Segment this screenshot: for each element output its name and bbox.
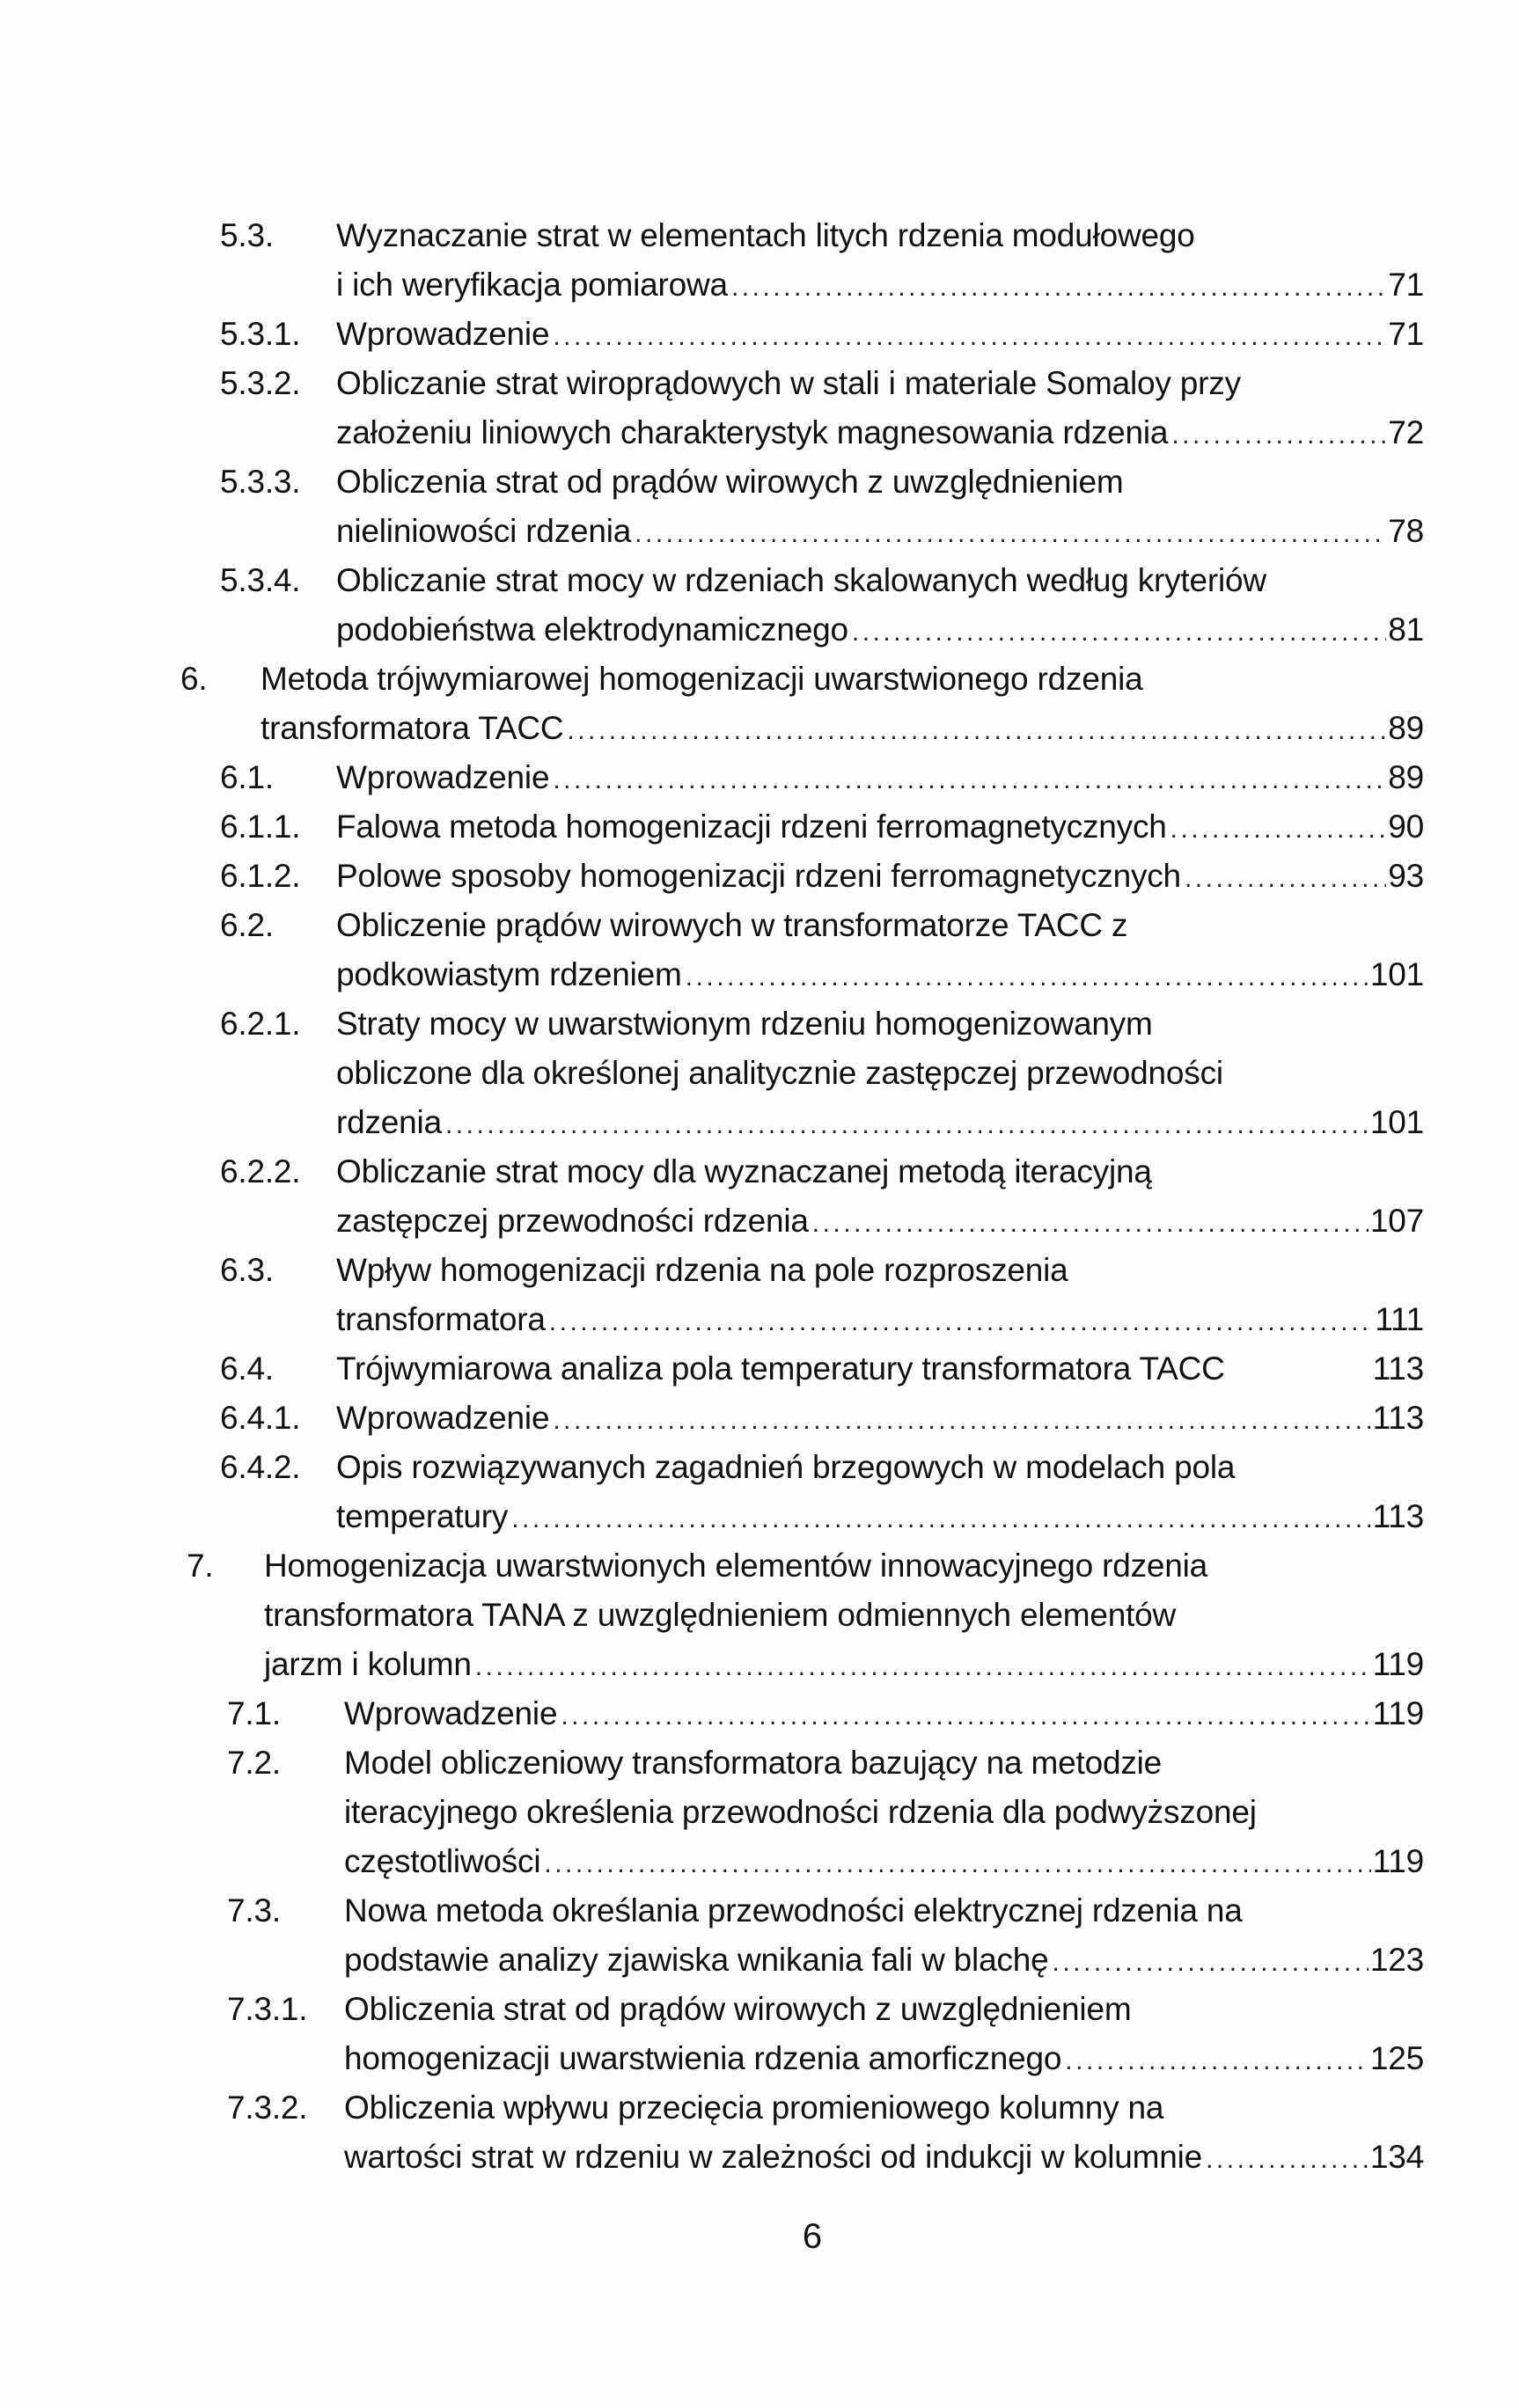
toc-entry-number: 6. (180, 661, 208, 697)
toc-entry-line (0, 211, 1519, 260)
toc-entry-text (336, 1443, 1424, 1492)
toc-entry-title: Model obliczeniowy transformatora bazujący na metodzie (344, 1745, 1163, 1781)
toc-entry-page[interactable]: 71 (1388, 316, 1424, 352)
toc-entry-line (0, 408, 1519, 457)
toc-entry (0, 211, 1519, 310)
toc-entry-text (336, 556, 1424, 605)
toc-entry-number: 6.4.1. (220, 1400, 301, 1436)
dot-leader (567, 706, 1386, 756)
table-of-contents (0, 211, 1519, 2182)
toc-entry-line (0, 507, 1519, 556)
toc-entry-line (0, 1689, 1519, 1738)
toc-entry-title: założeniu liniowych charakterystyk magnesowania rdzenia (336, 414, 1169, 450)
toc-entry-page[interactable]: 101 (1369, 1104, 1424, 1140)
toc-entry-page[interactable]: 93 (1388, 858, 1424, 894)
dot-leader (561, 1692, 1370, 1741)
toc-entry-text (336, 1147, 1424, 1197)
toc-entry (0, 1443, 1519, 1541)
toc-entry-line (0, 1197, 1519, 1246)
toc-entry-title: wartości strat w rdzeniu w zależności od indukcji w kolumnie (344, 2139, 1203, 2175)
toc-entry-text (344, 1689, 1424, 1741)
toc-entry-title: podstawie analizy zjawiska wnikania fali w blachę (344, 1942, 1049, 1978)
toc-entry-page[interactable]: 134 (1369, 2139, 1424, 2175)
toc-entry-line (0, 1147, 1519, 1197)
toc-entry-title: nieliniowości rdzenia (336, 513, 632, 549)
toc-entry-title: Falowa metoda homogenizacji rdzeni ferromagnetycznych (336, 809, 1167, 845)
toc-entry-number: 5.3.3. (220, 464, 301, 500)
toc-entry-number: 6.2. (220, 907, 274, 943)
toc-entry-line (0, 901, 1519, 950)
toc-entry-number: 7.3.1. (227, 1991, 308, 2027)
toc-entry-text (336, 260, 1424, 312)
toc-entry-text (344, 1985, 1424, 2034)
dot-leader (475, 1643, 1371, 1692)
toc-entry-line (0, 1541, 1519, 1591)
toc-entry-text (336, 1492, 1424, 1544)
toc-entry (0, 999, 1519, 1147)
toc-entry-title: Wyznaczanie strat w elementach litych rdzenia modułowego (336, 217, 1195, 253)
toc-entry-line (0, 1492, 1519, 1541)
dot-leader (553, 1396, 1370, 1446)
toc-entry (0, 901, 1519, 999)
toc-entry-title: zastępczej przewodności rdzenia (336, 1203, 809, 1239)
toc-entry-number: 6.2.1. (220, 1006, 301, 1042)
toc-entry-line (0, 2133, 1519, 2182)
toc-entry-line (0, 704, 1519, 753)
toc-entry-title: Trójwymiarowa analiza pola temperatury transformatora TACC (336, 1350, 1225, 1387)
toc-entry-line (0, 1837, 1519, 1886)
toc-entry-text (344, 2083, 1424, 2133)
toc-entry-page[interactable]: 89 (1388, 710, 1424, 746)
toc-entry-page[interactable]: 119 (1372, 1843, 1424, 1879)
toc-entry-line (0, 1443, 1519, 1492)
toc-entry-text (336, 310, 1424, 362)
toc-entry-text (336, 1098, 1424, 1150)
toc-entry-title: Wprowadzenie (344, 1695, 558, 1731)
toc-entry (0, 1689, 1519, 1738)
toc-entry (0, 655, 1519, 753)
toc-entry-text (336, 507, 1424, 559)
toc-entry-number: 6.1.2. (220, 858, 301, 894)
toc-entry (0, 2083, 1519, 2182)
toc-entry-title: Nowa metoda określania przewodności elektrycznej rdzenia na (344, 1892, 1243, 1929)
toc-entry (0, 359, 1519, 457)
toc-entry-line (0, 802, 1519, 852)
toc-entry-title: Polowe sposoby homogenizacji rdzeni ferromagnetycznych (336, 858, 1181, 894)
toc-entry-text (336, 1197, 1424, 1248)
toc-entry-title: Opis rozwiązywanych zagadnień brzegowych w modelach pola (336, 1449, 1236, 1485)
toc-entry-text (344, 2133, 1424, 2185)
toc-entry (0, 1147, 1519, 1246)
toc-entry-text (336, 1246, 1424, 1295)
toc-entry (0, 1344, 1519, 1394)
toc-entry-text (264, 1640, 1424, 1692)
toc-entry-text (336, 753, 1424, 805)
toc-entry-title: Obliczanie strat mocy dla wyznaczanej metodą iteracyjną (336, 1153, 1152, 1189)
toc-entry-line (0, 1295, 1519, 1344)
toc-entry-line (0, 260, 1519, 310)
toc-entry-title: podobieństwa elektrodynamicznego (336, 611, 848, 648)
dot-leader (1171, 411, 1386, 460)
dot-leader (511, 1495, 1370, 1544)
toc-entry-number: 7.3.2. (227, 2090, 308, 2126)
toc-entry-text (344, 1738, 1424, 1788)
toc-entry-line (0, 1591, 1519, 1640)
dot-leader (549, 1298, 1374, 1347)
toc-entry-text (336, 457, 1424, 507)
toc-entry-title: jarzm i kolumn (264, 1646, 472, 1682)
toc-entry-title: transformatora TANA z uwzględnieniem odmiennych elementów (264, 1597, 1177, 1633)
dot-leader (553, 312, 1386, 362)
toc-entry-page[interactable]: 113 (1372, 1350, 1424, 1387)
toc-entry-line (0, 556, 1519, 605)
toc-entry-number: 6.1.1. (220, 809, 301, 845)
toc-entry-line (0, 655, 1519, 704)
toc-entry-page[interactable]: 81 (1388, 611, 1424, 648)
toc-entry-number: 5.3.2. (220, 365, 301, 401)
toc-entry (0, 753, 1519, 802)
toc-entry-line (0, 999, 1519, 1049)
toc-entry-line (0, 1738, 1519, 1788)
toc-entry-text (264, 1541, 1424, 1591)
toc-entry-title: Obliczenia strat od prądów wirowych z uwzględnieniem (344, 1991, 1132, 2027)
dot-leader (553, 756, 1386, 805)
toc-entry-line (0, 852, 1519, 901)
toc-entry-text (264, 1591, 1424, 1640)
toc-entry-number: 6.4.2. (220, 1449, 301, 1485)
toc-entry-line (0, 1640, 1519, 1689)
toc-entry-title: obliczone dla określonej analitycznie zastępczej przewodności (336, 1055, 1223, 1091)
toc-entry (0, 1886, 1519, 1985)
toc-entry-text (344, 1886, 1424, 1936)
toc-entry-page[interactable]: 78 (1388, 513, 1424, 549)
toc-entry-text (336, 802, 1424, 854)
toc-entry-page[interactable]: 113 (1372, 1498, 1424, 1534)
toc-entry-title: Obliczenia strat od prądów wirowych z uwzględnieniem (336, 464, 1124, 500)
toc-entry-number: 7. (187, 1548, 214, 1584)
dot-leader (731, 263, 1386, 312)
toc-entry-title: transformatora (336, 1301, 546, 1337)
toc-entry-text (336, 605, 1424, 657)
toc-entry (0, 310, 1519, 359)
toc-entry-page[interactable]: 101 (1369, 956, 1424, 992)
toc-entry-number: 6.2.2. (220, 1153, 301, 1189)
toc-entry-title: i ich weryfikacja pomiarowa (336, 267, 728, 303)
toc-entry-line (0, 1394, 1519, 1443)
toc-entry-number: 5.3.1. (220, 316, 301, 352)
toc-entry-line (0, 753, 1519, 802)
toc-entry (0, 457, 1519, 556)
toc-entry-text (336, 211, 1424, 260)
toc-entry-title: homogenizacji uwarstwienia rdzenia amorficznego (344, 2040, 1062, 2076)
toc-entry-text (344, 1837, 1424, 1889)
toc-entry-title: Wpływ homogenizacji rdzenia na pole rozproszenia (336, 1252, 1068, 1288)
toc-entry-text (336, 408, 1424, 460)
toc-entry-text (336, 901, 1424, 950)
dot-leader (1065, 2037, 1369, 2086)
toc-entry-text (336, 359, 1424, 408)
toc-entry-line (0, 605, 1519, 655)
toc-entry-line (0, 1246, 1519, 1295)
toc-entry-text (336, 1344, 1424, 1394)
toc-entry (0, 1541, 1519, 1689)
toc-entry-number: 5.3. (220, 217, 274, 253)
toc-entry-title: Obliczenia wpływu przecięcia promieniowego kolumny na (344, 2090, 1164, 2126)
toc-entry (0, 556, 1519, 655)
toc-entry (0, 1246, 1519, 1344)
toc-entry-title: Wprowadzenie (336, 759, 550, 795)
toc-entry-title: temperatury (336, 1498, 509, 1534)
toc-entry-text (336, 999, 1424, 1049)
toc-entry-text (344, 2034, 1424, 2086)
toc-entry-page[interactable]: 107 (1369, 1203, 1424, 1239)
toc-entry-page[interactable]: 111 (1375, 1301, 1424, 1337)
toc-entry-text (336, 1049, 1424, 1098)
toc-entry-page[interactable]: 90 (1388, 809, 1424, 845)
toc-entry-number: 5.3.4. (220, 562, 301, 598)
toc-entry (0, 1738, 1519, 1886)
toc-entry-page[interactable]: 123 (1369, 1942, 1424, 1978)
toc-entry-title: Straty mocy w uwarstwionym rdzeniu homogenizowanym (336, 1006, 1153, 1042)
toc-entry-number: 7.1. (227, 1695, 281, 1731)
page-number: 6 (802, 2217, 823, 2256)
toc-entry-line (0, 359, 1519, 408)
toc-entry-number: 7.2. (227, 1745, 281, 1781)
toc-entry-title: Obliczanie strat wiroprądowych w stali i materiale Somaloy przy (336, 365, 1241, 401)
toc-entry-title: częstotliwości (344, 1843, 541, 1879)
toc-entry-line (0, 1344, 1519, 1394)
toc-entry-title: Metoda trójwymiarowej homogenizacji uwarstwionego rdzenia (261, 661, 1143, 697)
toc-entry-title: transformatora TACC (261, 710, 564, 746)
toc-entry-title: podkowiastym rdzeniem (336, 956, 682, 992)
toc-entry-page[interactable]: 113 (1372, 1400, 1424, 1436)
dot-leader (1053, 1938, 1369, 1987)
toc-entry-text (336, 1394, 1424, 1446)
dot-leader (1206, 2135, 1369, 2185)
toc-entry-line (0, 1985, 1519, 2034)
toc-entry-title: iteracyjnego określenia przewodności rdzenia dla podwyższonej (344, 1794, 1257, 1830)
toc-entry-line (0, 1886, 1519, 1936)
toc-entry-page[interactable]: 119 (1372, 1695, 1424, 1731)
toc-entry (0, 1394, 1519, 1443)
toc-entry-line (0, 457, 1519, 507)
toc-entry-text (336, 852, 1424, 904)
toc-entry (0, 802, 1519, 852)
toc-entry-number: 7.3. (227, 1892, 281, 1929)
toc-entry (0, 852, 1519, 901)
toc-entry-text (261, 704, 1424, 756)
toc-entry-line (0, 1049, 1519, 1098)
toc-entry-text (336, 950, 1424, 1002)
toc-entry-text (336, 1295, 1424, 1347)
toc-entry-title: Wprowadzenie (336, 1400, 550, 1436)
dot-leader (1170, 805, 1387, 854)
toc-entry-number: 6.4. (220, 1350, 274, 1387)
toc-entry-line (0, 2034, 1519, 2083)
dot-leader (812, 1199, 1369, 1248)
toc-entry-page[interactable]: 72 (1388, 414, 1424, 450)
toc-entry-number: 6.1. (220, 759, 274, 795)
toc-entry-line (0, 950, 1519, 999)
dot-leader (445, 1101, 1369, 1150)
dot-leader (544, 1840, 1370, 1889)
toc-entry-line (0, 2083, 1519, 2133)
toc-entry-number: 6.3. (220, 1252, 274, 1288)
toc-entry-page[interactable]: 71 (1388, 267, 1424, 303)
toc-entry-text (344, 1788, 1424, 1837)
dot-leader (852, 608, 1386, 657)
dot-leader (1185, 854, 1386, 904)
toc-entry-title: Obliczanie strat mocy w rdzeniach skalowanych według kryteriów (336, 562, 1266, 598)
toc-entry-line (0, 310, 1519, 359)
toc-entry-title: Obliczenie prądów wirowych w transformatorze TACC z (336, 907, 1128, 943)
toc-entry-title: rdzenia (336, 1104, 442, 1140)
toc-entry-title: Wprowadzenie (336, 316, 550, 352)
toc-entry-line (0, 1788, 1519, 1837)
toc-entry-page[interactable]: 125 (1369, 2040, 1424, 2076)
toc-entry-page[interactable]: 89 (1388, 759, 1424, 795)
toc-entry-text (344, 1936, 1424, 1987)
dot-leader (686, 953, 1369, 1002)
toc-entry-line (0, 1936, 1519, 1985)
toc-entry-page[interactable]: 119 (1372, 1646, 1424, 1682)
dot-leader (635, 509, 1386, 559)
toc-entry-text (261, 655, 1424, 704)
toc-entry-line (0, 1098, 1519, 1147)
toc-entry (0, 1985, 1519, 2083)
toc-entry-title: Homogenizacja uwarstwionych elementów innowacyjnego rdzenia (264, 1548, 1208, 1584)
